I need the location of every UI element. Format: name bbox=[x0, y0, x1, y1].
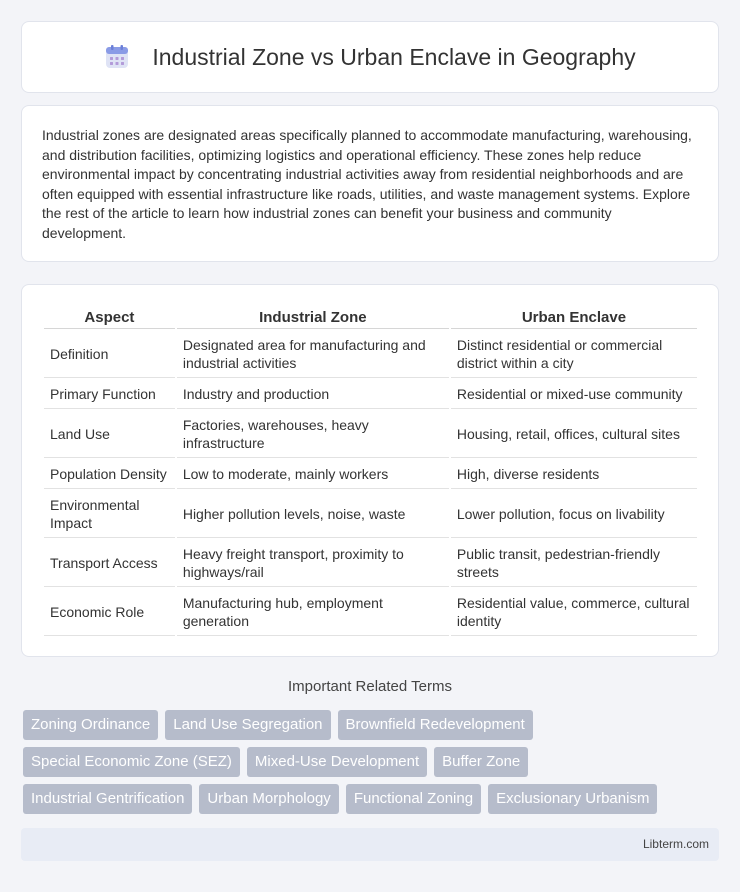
table-cell-industrial-zone: Factories, warehouses, heavy infrastructure bbox=[177, 411, 449, 458]
tag-mixed-use-development[interactable]: Mixed-Use Development bbox=[247, 747, 427, 777]
tag-buffer-zone[interactable]: Buffer Zone bbox=[434, 747, 528, 777]
tag-functional-zoning[interactable]: Functional Zoning bbox=[346, 784, 481, 814]
column-header-aspect: Aspect bbox=[44, 307, 175, 329]
title-card bbox=[21, 21, 719, 93]
table-cell-aspect: Economic Role bbox=[44, 589, 175, 636]
table-cell-aspect: Transport Access bbox=[44, 540, 175, 587]
table-cell-industrial-zone: Manufacturing hub, employment generation bbox=[177, 589, 449, 636]
table-cell-urban-enclave: Distinct residential or commercial district within a city bbox=[451, 331, 697, 378]
table-cell-industrial-zone: Higher pollution levels, noise, waste bbox=[177, 491, 449, 538]
table-row bbox=[44, 331, 697, 378]
table-cell-aspect: Definition bbox=[44, 331, 175, 378]
intro-card bbox=[21, 105, 719, 262]
tag-row bbox=[23, 784, 723, 814]
table-row bbox=[44, 460, 697, 489]
tag-land-use-segregation[interactable]: Land Use Segregation bbox=[165, 710, 330, 740]
table-row bbox=[44, 589, 697, 636]
table-cell-urban-enclave: Lower pollution, focus on livability bbox=[451, 491, 697, 538]
intro-paragraph: Industrial zones are designated areas specifically planned to accommodate manufacturing, warehousing, and distribution facilities, optimizing logistics and operational efficiency. These zones help reduce environmental impact by concentrating industrial activities away from residential neighborhoods and are often equipped with essential infrastructure like roads, utilities, and waste management systems. Explore the rest of the article to learn how industrial zones can benefit your business and community development. bbox=[42, 127, 692, 241]
table-cell-aspect: Population Density bbox=[44, 460, 175, 489]
table-cell-aspect: Land Use bbox=[44, 411, 175, 458]
table-cell-aspect: Environmental Impact bbox=[44, 491, 175, 538]
column-header-urban-enclave: Urban Enclave bbox=[451, 307, 697, 329]
table-cell-industrial-zone: Heavy freight transport, proximity to highways/rail bbox=[177, 540, 449, 587]
table-row bbox=[44, 540, 697, 587]
tag-special-economic-zone[interactable]: Special Economic Zone (SEZ) bbox=[23, 747, 240, 777]
table-row bbox=[44, 411, 697, 458]
table-cell-industrial-zone: Designated area for manufacturing and industrial activities bbox=[177, 331, 449, 378]
table-cell-industrial-zone: Low to moderate, mainly workers bbox=[177, 460, 449, 489]
table-cell-aspect: Primary Function bbox=[44, 380, 175, 409]
tag-exclusionary-urbanism[interactable]: Exclusionary Urbanism bbox=[488, 784, 657, 814]
related-terms-tags bbox=[23, 710, 723, 821]
table-cell-industrial-zone: Industry and production bbox=[177, 380, 449, 409]
calendar-icon bbox=[104, 44, 130, 70]
related-terms-heading: Important Related Terms bbox=[288, 678, 452, 695]
table-cell-urban-enclave: High, diverse residents bbox=[451, 460, 697, 489]
tag-row bbox=[23, 710, 723, 740]
tag-zoning-ordinance[interactable]: Zoning Ordinance bbox=[23, 710, 158, 740]
tag-brownfield-redevelopment[interactable]: Brownfield Redevelopment bbox=[338, 710, 533, 740]
table-cell-urban-enclave: Public transit, pedestrian-friendly streets bbox=[451, 540, 697, 587]
tag-row bbox=[23, 747, 723, 777]
table-cell-urban-enclave: Housing, retail, offices, cultural sites bbox=[451, 411, 697, 458]
column-header-industrial-zone: Industrial Zone bbox=[177, 307, 449, 329]
comparison-table-card bbox=[21, 284, 719, 657]
footer-site-link[interactable]: Libterm.com bbox=[642, 837, 709, 851]
page-title: Industrial Zone vs Urban Enclave in Geography bbox=[152, 43, 636, 70]
table-row bbox=[44, 491, 697, 538]
table-cell-urban-enclave: Residential value, commerce, cultural identity bbox=[451, 589, 697, 636]
comparison-table bbox=[42, 305, 699, 638]
footer bbox=[21, 828, 719, 861]
tag-industrial-gentrification[interactable]: Industrial Gentrification bbox=[23, 784, 192, 814]
table-cell-urban-enclave: Residential or mixed-use community bbox=[451, 380, 697, 409]
table-row bbox=[44, 380, 697, 409]
tag-urban-morphology[interactable]: Urban Morphology bbox=[199, 784, 338, 814]
